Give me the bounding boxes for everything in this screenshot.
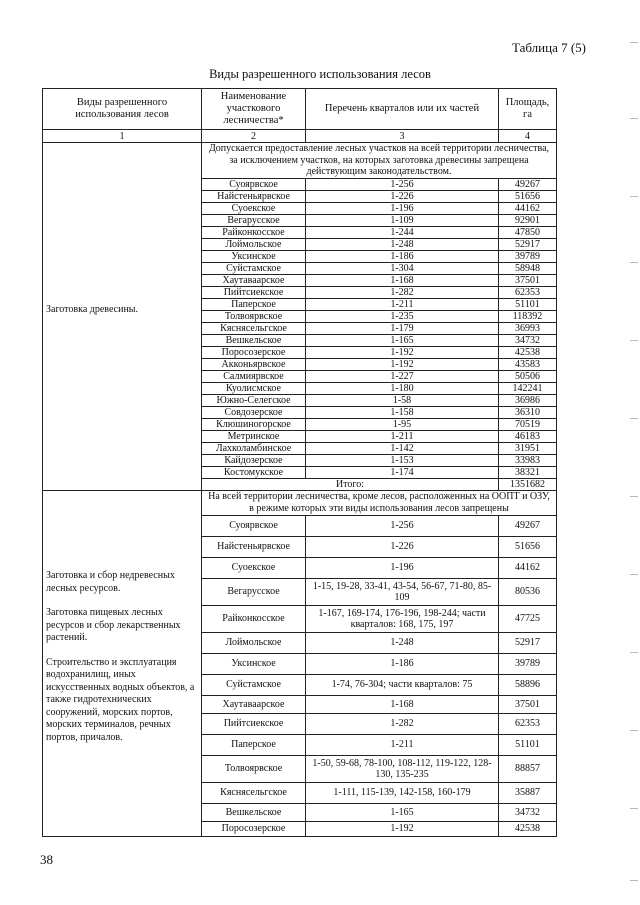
col-header-use: Виды разрешенного использования лесов: [43, 89, 202, 130]
area-value: 43583: [499, 358, 557, 370]
quarters-list: 1-180: [306, 382, 499, 394]
quarters-list: 1-158: [306, 406, 499, 418]
area-value: 37501: [499, 274, 557, 286]
total-area: 1351682: [499, 478, 557, 490]
forestry-name: Вешкельское: [202, 334, 306, 346]
forestry-name: Суоекское: [202, 202, 306, 214]
forestry-name: Совдозерское: [202, 406, 306, 418]
quarters-list: 1-248: [306, 632, 499, 653]
area-value: 33983: [499, 454, 557, 466]
section2-note: На всей территории лесничества, кроме лесов, расположенных на ООПТ и ОЗУ, в режиме которых эти виды использования лесов запрещены: [202, 490, 557, 515]
area-value: 51656: [499, 190, 557, 202]
area-value: 62353: [499, 286, 557, 298]
quarters-list: 1-153: [306, 454, 499, 466]
non-timber-section: [43, 490, 557, 836]
quarters-list: 1-174: [306, 466, 499, 478]
area-value: 92901: [499, 214, 557, 226]
col-number: 4: [499, 130, 557, 143]
forestry-name: Уксинское: [202, 653, 306, 674]
scan-edge-marks: [620, 0, 640, 905]
col-header-forestry: Наименование участкового лесничества*: [202, 89, 306, 130]
forestry-name: Костомукское: [202, 466, 306, 478]
area-value: 52917: [499, 238, 557, 250]
area-value: 80536: [499, 578, 557, 605]
area-value: 51656: [499, 536, 557, 557]
forestry-name: Райконкосское: [202, 226, 306, 238]
col-number: 3: [306, 130, 499, 143]
area-value: 38321: [499, 466, 557, 478]
forestry-name: Кяснясельгское: [202, 782, 306, 803]
area-value: 51101: [499, 298, 557, 310]
quarters-list: 1-186: [306, 250, 499, 262]
section1-note-row: [43, 143, 557, 179]
quarters-list: 1-304: [306, 262, 499, 274]
forestry-name: Поросозерское: [202, 346, 306, 358]
forestry-name: Толвоярвское: [202, 310, 306, 322]
forestry-name: Вегарусское: [202, 214, 306, 226]
quarters-list: 1-192: [306, 358, 499, 370]
col-number: 2: [202, 130, 306, 143]
area-value: 36310: [499, 406, 557, 418]
area-value: 46183: [499, 430, 557, 442]
area-value: 62353: [499, 713, 557, 734]
total-label: Итого:: [202, 478, 499, 490]
header-row: [43, 89, 557, 130]
quarters-list: 1-196: [306, 557, 499, 578]
quarters-list: 1-165: [306, 803, 499, 821]
area-value: 35887: [499, 782, 557, 803]
col-number: 1: [43, 130, 202, 143]
timber-harvest-section: [43, 143, 557, 491]
forestry-name: Паперское: [202, 734, 306, 755]
area-value: 44162: [499, 557, 557, 578]
quarters-list: 1-15, 19-28, 33-41, 43-54, 56-67, 71-80, 85-109: [306, 578, 499, 605]
forestry-name: Суйстамское: [202, 262, 306, 274]
forestry-name: Акконьярвское: [202, 358, 306, 370]
quarters-list: 1-282: [306, 286, 499, 298]
forestry-name: Метринское: [202, 430, 306, 442]
area-value: 34732: [499, 334, 557, 346]
area-value: 47850: [499, 226, 557, 238]
quarters-list: 1-179: [306, 322, 499, 334]
forestry-name: Суйстамское: [202, 674, 306, 695]
quarters-list: 1-142: [306, 442, 499, 454]
quarters-list: 1-168: [306, 274, 499, 286]
area-value: 39789: [499, 250, 557, 262]
forestry-name: Кайдозерское: [202, 454, 306, 466]
forestry-name: Суоярвское: [202, 515, 306, 536]
forestry-name: Вешкельское: [202, 803, 306, 821]
forestry-name: Салмиярвское: [202, 370, 306, 382]
quarters-list: 1-58: [306, 394, 499, 406]
forestry-name: Южно-Селегское: [202, 394, 306, 406]
quarters-list: 1-168: [306, 695, 499, 713]
forestry-name: Лахколамбинское: [202, 442, 306, 454]
forestry-name: Толвоярвское: [202, 755, 306, 782]
area-value: 58948: [499, 262, 557, 274]
non-timber-uses: [43, 490, 202, 836]
quarters-list: 1-192: [306, 821, 499, 836]
forestry-name: Вегарусское: [202, 578, 306, 605]
quarters-list: 1-282: [306, 713, 499, 734]
area-value: 36993: [499, 322, 557, 334]
area-value: 36986: [499, 394, 557, 406]
area-value: 70519: [499, 418, 557, 430]
forestry-name: Суоекское: [202, 557, 306, 578]
use-text: Заготовка древесины.: [46, 304, 139, 315]
forestry-name: Клюшиногорское: [202, 418, 306, 430]
forestry-name: Куолисмское: [202, 382, 306, 394]
area-value: 44162: [499, 202, 557, 214]
area-value: 37501: [499, 695, 557, 713]
forestry-name: Кяснясельгское: [202, 322, 306, 334]
forestry-name: Лоймольское: [202, 238, 306, 250]
area-value: 142241: [499, 382, 557, 394]
col-header-area: Площадь, га: [499, 89, 557, 130]
quarters-list: 1-109: [306, 214, 499, 226]
forestry-name: Лоймольское: [202, 632, 306, 653]
page-number: 38: [40, 852, 53, 867]
quarters-list: 1-50, 59-68, 78-100, 108-112, 119-122, 128-130, 135-235: [306, 755, 499, 782]
page-title: Виды разрешенного использования лесов: [209, 67, 431, 81]
forestry-name: Райконкосское: [202, 605, 306, 632]
area-value: 52917: [499, 632, 557, 653]
column-number-row: [43, 130, 557, 143]
forestry-name: Уксинское: [202, 250, 306, 262]
use-text: Строительство и эксплуатация водохранилищ, иных искусственных водных объектов, а также гидротехнических сооружений, морских портов, морских терминалов, речных портов, причалов.: [46, 656, 195, 743]
table-label: Таблица 7 (5): [511, 40, 586, 55]
area-value: 42538: [499, 346, 557, 358]
area-value: 31951: [499, 442, 557, 454]
forestry-name: Пийтсиекское: [202, 286, 306, 298]
section2-note-row: [43, 490, 557, 515]
forestry-name: Паперское: [202, 298, 306, 310]
forestry-name: Хаутаваарское: [202, 274, 306, 286]
area-value: 51101: [499, 734, 557, 755]
quarters-list: 1-248: [306, 238, 499, 250]
quarters-list: 1-235: [306, 310, 499, 322]
area-value: 58896: [499, 674, 557, 695]
quarters-list: 1-111, 115-139, 142-158, 160-179: [306, 782, 499, 803]
quarters-list: 1-186: [306, 653, 499, 674]
quarters-list: 1-165: [306, 334, 499, 346]
quarters-list: 1-226: [306, 190, 499, 202]
quarters-list: 1-95: [306, 418, 499, 430]
area-value: 42538: [499, 821, 557, 836]
quarters-list: 1-211: [306, 734, 499, 755]
area-value: 49267: [499, 515, 557, 536]
area-value: 118392: [499, 310, 557, 322]
forestry-name: Найстеньярвское: [202, 536, 306, 557]
area-value: 39789: [499, 653, 557, 674]
forestry-name: Пийтсиекское: [202, 713, 306, 734]
use-text: Заготовка и сбор недревесных лесных ресурсов.: [46, 570, 175, 594]
quarters-list: 1-227: [306, 370, 499, 382]
quarters-list: 1-211: [306, 298, 499, 310]
area-value: 50506: [499, 370, 557, 382]
section1-note: Допускается предоставление лесных участков на всей территории лесничества, за исключением участков, на которых заготовка древесины запрещена действующим законодательством.: [202, 143, 557, 179]
col-header-quarters: Перечень кварталов или их частей: [306, 89, 499, 130]
use-text: Заготовка пищевых лесных ресурсов и сбор лекарственных растений.: [46, 607, 181, 643]
timber-harvest-use: [43, 143, 202, 491]
quarters-list: 1-244: [306, 226, 499, 238]
quarters-list: 1-192: [306, 346, 499, 358]
area-value: 34732: [499, 803, 557, 821]
quarters-list: 1-256: [306, 515, 499, 536]
forestry-name: Поросозерское: [202, 821, 306, 836]
quarters-list: 1-256: [306, 178, 499, 190]
quarters-list: 1-196: [306, 202, 499, 214]
forestry-name: Найстеньярвское: [202, 190, 306, 202]
quarters-list: 1-211: [306, 430, 499, 442]
quarters-list: 1-226: [306, 536, 499, 557]
forestry-name: Хаутаваарское: [202, 695, 306, 713]
quarters-list: 1-167, 169-174, 176-196, 198-244; части кварталов: 168, 175, 197: [306, 605, 499, 632]
area-value: 88857: [499, 755, 557, 782]
area-value: 49267: [499, 178, 557, 190]
area-value: 47725: [499, 605, 557, 632]
forestry-name: Суоярвское: [202, 178, 306, 190]
permitted-use-table: [42, 88, 557, 837]
quarters-list: 1-74, 76-304; части кварталов: 75: [306, 674, 499, 695]
